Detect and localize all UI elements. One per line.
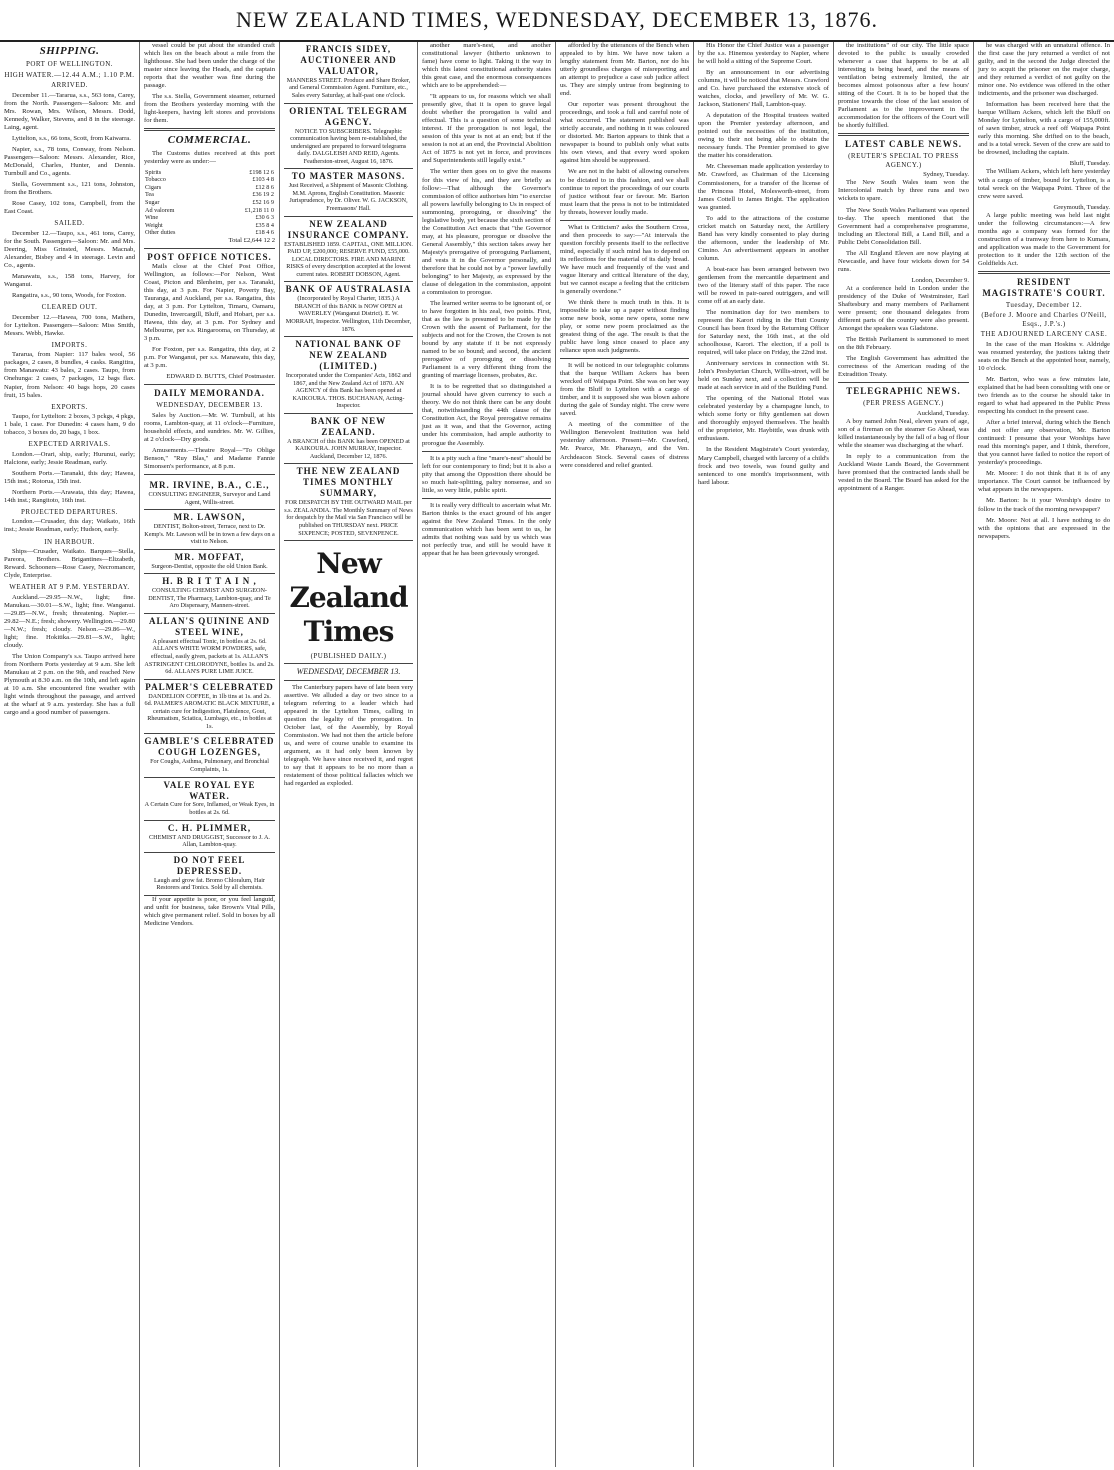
divider [144, 248, 275, 249]
ad-title: NEW ZEALAND INSURANCE COMPANY. [287, 218, 410, 240]
ad-body: CONSULTING CHEMIST AND SURGEON-DENTIST, The Pharmacy, Lambton-quay, and Te Aro Dispensary, Manners-street. [148, 587, 271, 610]
column-1 [0, 42, 140, 1467]
paragraph: The English Government has admitted the correctness of the American reading of the Extradition Treaty. [838, 355, 969, 379]
column-4 [418, 42, 556, 1467]
divider [838, 133, 969, 136]
advertisement [144, 510, 275, 550]
paragraph: We are not in the habit of allowing ourselves to be dictated to in this fashion, and we shall continue to report the proceedings of our courts of justice without fear or favour. Mr. Barton must learn that the press is not to be intimidated by threats, however loudly made. [560, 168, 689, 216]
paragraph: Northern Ports.—Arawata, this day; Hawea, 14th inst.; Rangitoto, 16th inst. [4, 488, 135, 504]
advertisement [284, 414, 413, 465]
ad-title: THE NEW ZEALAND TIMES MONTHLY SUMMARY, [296, 466, 401, 499]
paragraph: His Honor the Chief Justice was a passenger by the s.s. Hinemoa yesterday to Napier, where he will hold a sitting of the Supreme Court. [698, 42, 829, 66]
paragraph: The nomination day for two members to represent the Karori riding in the Hutt County Council has been fixed by the Returning Officer for Saturday next, the 16th inst., at the old schoolhouse, Karori. The election, if a poll is required, will take place on Friday, the 22nd inst. [698, 308, 829, 357]
ad-title: MR. LAWSON, [173, 512, 246, 523]
paragraph: A boy named John Neal, eleven years of age, son of a fireman on the steamer Go Ahead, was killed instantaneously by the fall of a bag of flour while the steamer was discharging at the wharf. [838, 417, 969, 449]
column-2 [140, 42, 280, 1467]
ad-title: GAMBLE'S CELEBRATED COUGH LOZENGES, [144, 736, 275, 758]
paragraph: At a conference held in London under the presidency of the Duke of Westminster, Earl Shaftesbury and many members of Parliament were present; one thousand delegates from different parts of the country were also present. Amongst the speakers was Gladstone. [838, 284, 969, 332]
ad-title: H. B R I T T A I N , [162, 576, 257, 587]
ad-title: NATIONAL BANK OF NEW ZEALAND (LIMITED.) [295, 339, 402, 372]
ad-title: FRANCIS SIDEY, AUCTIONEER AND VALUATOR, [300, 44, 397, 76]
paragraph: The writer then goes on to give the reasons for this view of his, and they are briefly as follow:—That although the Governor's commission of office authorises him "to exercise all powers lawfully belonging to Us in respect of summoning, proroguing, or dissolving" the legislative body, yet because the sixth section of the Constitution Act enacts that "the Governor may, at his pleasure, prorogue or dissolve the General Assembly," this section takes away her Majesty's prerogative of proroguing Parliament, and vests it in the Governor personally, and therefore that he could not by a "power lawfully belonging" to her Majesty, as expressed by the clause of delegation in the commission, appoint a commission to prorogue. [422, 168, 551, 296]
ad-title: PALMER'S CELEBRATED [145, 681, 274, 692]
paragraph: Auckland.—29.95—N.W., light; fine. Manukau.—30.01—S.W., light; fine. Wanganui.—29.85—N.W., fresh; threatening. Napier.—29.82—N.E.; fresh; showery. Wellington.—29.80—N.W.; fresh; cloudy. Nelson.—29.86—W., light; fine. Hokitika.—29.81—S.W., light; cloudy. [4, 593, 135, 649]
customs-item: Weight [145, 221, 163, 229]
telegraphic-heading: TELEGRAPHIC NEWS. [846, 386, 961, 397]
paragraph: Sales by Auction.—Mr. W. Turnbull, at his rooms, Lambton-quay, at 11 o'clock—Furniture, household effects, and sundries. Mr. W. Gillies, at 2 o'clock—Dry goods. [144, 411, 275, 443]
ad-body: Just Received, a Shipment of Masonic Clothing. M.M. Aprons, English Constitution. Masonic Jurisprudence, by Dr. Oliver. W. G. JACKSON, Freemasons' Hall. [288, 182, 409, 212]
paragraph: The Canterbury papers have of late been very assertive. We alluded a day or two since to a telegram referring to a leader which had appeared in the Lyttelton Times, calling in question the legality of the prorogation. In October last, of the Assembly, by Royal Commission. We had not then the article before us, and were of course unable to examine its argument, as it had only been known by telegraph. We have since received it, and regret to say that it appears to be no more than a restatement of those political fallacies which we had regarded as exploded. [284, 683, 413, 788]
column-5 [556, 42, 694, 1467]
ad-body: A pleasant effectual Tonic, in bottles at 2s. 6d. ALLAN'S WHITE WORM POWDERS, safe, effectual, easily given, packets at 1s. ALLAN'S ASTRINGENT CHLORODYNE, bottles 1s. and 2s. 6d. ALLAN'S PURE LIME JUICE. [144, 637, 275, 676]
customs-amount: £36 19 2 [252, 191, 274, 199]
divider [144, 128, 275, 131]
paragraph: We think there is much truth in this. It is impossible to take up a paper without finding some new book, some new opera, some new play, or some new poem proclaimed as the greatest thing of the age. The result is that the public have long since ceased to place any reliance upon such judgments. [560, 298, 689, 355]
ad-body: DANDELION COFFEE, in 1lb tins at 1s. and 2s. 6d. PALMER'S AROMATIC BLACK MIXTURE, a certain cure for Indigestion, Flatulence, Gout, Rheumatism, Sciatica, Lumbago, etc., in bottles at 1s. [144, 692, 275, 730]
ad-title: BANK OF AUSTRALASIA [285, 284, 412, 295]
advertisement [144, 478, 275, 510]
ad-body: NOTICE TO SUBSCRIBERS. Telegraphic communication having been re-established, the undersigned are prepared to forward telegrams daily. DALGLEISH AND REID, Agents. Featherston-street, August 16, 1876. [290, 127, 407, 165]
ad-body: Surgeon-Dentist, opposite the old Union Bank. [151, 562, 268, 570]
paragraph: Mr. Cheeseman made application yesterday to Mr. Crawford, as Chairman of the Licensing Commissioners, for a transfer of the license of the Princess Hotel, Molesworth-street, from James Cottell to James Bright. The application was granted. [698, 163, 829, 211]
weather-heading: WEATHER AT 9 P.M. YESTERDAY. [9, 583, 130, 592]
advertisement [144, 853, 275, 896]
paragraph: It is to be regretted that so distinguished a journal should have given currency to such a theory. We do not think there can be any doubt that, notwithstanding the 44th clause of the Constitution Act, the Royal prerogative remains just as it was, and that the Governor, acting under his commission, had ample authority to prorogue the Assembly. [422, 383, 551, 447]
divider [144, 474, 275, 475]
paragraph: In the case of the man Hoskins v. Aldridge was resumed yesterday, the justices taking their seats on the Bench at the appointed hour, namely, 10 o'clock. [978, 340, 1110, 372]
advertisement [284, 337, 413, 414]
customs-row [144, 207, 275, 215]
paragraph: Mr. Barton: Is it your Worship's desire to follow in the track of the morning newspaper? [978, 497, 1110, 513]
advertisement [284, 217, 413, 283]
paragraph: The learned writer seems to be ignorant of, or to have forgotten in his zeal, two points. First, that as the law is presumed to be made by the Crown with the assent of Parliament, for the subjects and not for the Crown, the Crown is not bound by any statute if it be not expressly named to be so bound; and second, the ancient prerogative of proroguing or dissolving Parliament is a very different thing from the granting of marriage licenses, probates, &c. [422, 299, 551, 380]
divider [978, 271, 1110, 274]
rm-court-date: Tuesday, December 12. [1005, 300, 1083, 309]
ad-title: BANK OF NEW ZEALAND. [310, 415, 387, 437]
customs-amount: £35 8 4 [255, 221, 274, 229]
divider [560, 220, 689, 221]
paragraph: If your appetite is poor, or you feel languid, and unfit for business, take Brown's Vital Pills, which give permanent relief. Sold in boxes by all Medicine Vendors. [144, 895, 275, 927]
memoranda-heading: DAILY MEMORANDA. [154, 388, 265, 399]
paragraph: The All England Eleven are now playing at Newcastle, and have four wickets down for 54 runs. [838, 249, 969, 273]
customs-amount: £198 12 6 [249, 168, 274, 176]
auckland-dateline: Auckland, Tuesday. [916, 409, 969, 417]
projected-heading: PROJECTED DEPARTURES. [21, 507, 118, 516]
greymouth-dateline: Greymouth, Tuesday. [1053, 203, 1110, 211]
paragraph: Taupo, for Lyttelton: 2 boxes, 3 pckgs, 4 pkgs, 1 bale, 1 case. For Dunedin: 4 cases ham, 9 do tobacco, 3 boxes do, 20 bags, 1 box. [4, 413, 135, 437]
ad-body: A Certain Cure for Sore, Inflamed, or Weak Eyes, in bottles at 2s. 6d. [144, 801, 275, 817]
masthead-title: NEW ZEALAND TIMES, WEDNESDAY, DECEMBER 13, 1876. [235, 7, 878, 32]
ad-body: (Incorporated by Royal Charter, 1835.) A BRANCH of this BANK is NOW OPEN at WAVERLEY (Wanganui District). E. W. MORRAH, Inspector. Wellington, 11th December, 1876. [285, 295, 412, 333]
ad-title: MR. MOFFAT, [174, 551, 245, 562]
customs-row [144, 229, 275, 237]
customs-row [144, 214, 275, 222]
ad-title: ORIENTAL TELEGRAM AGENCY. [289, 105, 408, 127]
imports-heading: IMPORTS. [51, 340, 88, 349]
advertisements [284, 42, 413, 541]
paragraph: Mails close at the Chief Post Office, Wellington, as follows:—For Nelson, West Coast, Picton and Blenheim, per s.s. Taranaki, this day, at 3 p.m. For Napier, Poverty Bay, Tauranga, and Auckland, per s.s. Rangatira, this day, at 3 p.m. For Lyttelton, Timaru, Oamaru, Dunedin, Invercargill, Bluff, and Hobart, per s.s. Hawea, this day, at 3 p.m. For Sydney and Melbourne, per s.s. Ringarooma, on Thursday, at 3 p.m. [144, 262, 275, 343]
cable-dateline: Sydney, Tuesday. [923, 171, 969, 179]
paragraph: Mr. Moore: I do not think that it is of any importance. The Court cannot be influenced by what appears in the newspapers. [978, 470, 1110, 494]
paragraph: A meeting of the committee of the Wellington Benevolent Institution was held yesterday afternoon. Present—Mr. Crawford, Mr. Pearce, Mr. Pharazyn, and the Ven. Archdeacon Stock. Several cases of distress were considered and relief granted. [560, 421, 689, 469]
column-3 [280, 42, 418, 1467]
ad-body: ESTABLISHED 1859. CAPITAL, ONE MILLION. PAID UP, £200,000; RESERVE FUND, £55,000. LOCAL DIRECTORS. FIRE AND MARINE RISKS of every description accepted at the lowest current rates. ROBERT DOBSON, Agent. [284, 240, 413, 278]
paragraph: London.—Orari, ship, early; Hurunui, early; Halcione, early; Jessie Readman, early. [4, 450, 135, 466]
advertisement [144, 734, 275, 777]
newspaper-columns [0, 42, 1114, 1467]
paragraph: afforded by the utterances of the Bench when appealed to by him. We have now taken a lengthy statement from Mr. Barton, nor do his utterly groundless charges of misreporting and an attempt to prejudice a case sub judice affect us. They are simply untrue from beginning to end. [560, 42, 689, 98]
paragraph: Information has been received here that the barque William Ackers, which left the Bluff on Monday for Lyttelton, with a cargo of 155,000ft. of sawn timber, struck a reef off Waipapa Point early this morning. She drifted on to the beach, and is a total wreck. Seven of the crew are said to be drowned, including the captain. [978, 101, 1110, 157]
paragraph: he was charged with an unnatural offence. In the first case the jury returned a verdict of not guilty, and in the second the Judge directed the jury to acquit the prisoner on the major charge, and they returned a verdict of not guilty on the minor one. No evidence was offered in the other indictments, and the prisoner was discharged. [978, 42, 1110, 98]
advertisement [144, 821, 275, 853]
paragraph: Ships—Crusader, Waikato. Barques—Stella, Pareora, Brothers. Brigantines—Elizabeth, Reward. Schooners—Rose Casey, Necromancer, Clyde, Enterprise. [4, 548, 135, 580]
customs-row [144, 191, 275, 199]
paragraph: The New South Wales Parliament was opened to-day. The speech mentioned that the Government had a comprehensive programme, including an Electoral Bill, a Land Bill, and a Public Debt Consolidation Bill. [838, 206, 969, 246]
customs-item: Tea [145, 191, 154, 199]
postmaster-signature: EDWARD D. BUTTS, Chief Postmaster. [166, 373, 275, 381]
paragraph: Amusements.—Theatre Royal—"To Oblige Benson," "Ruy Blas," and Madame Fannie Simonsen's performance, at 8 p.m. [144, 446, 275, 470]
harbour-heading: IN HARBOUR. [44, 537, 95, 546]
rm-court-before: (Before J. Moore and Charles O'Neill, Esqs., J.P.'s.) [981, 311, 1107, 328]
ad-title: C. H. PLIMMER, [167, 822, 252, 833]
sailed-heading: SAILED. [54, 219, 85, 228]
rm-court-subheading: THE ADJOURNED LARCENY CASE. [980, 330, 1108, 339]
divider [284, 663, 413, 664]
paragraph: Napier, s.s., 78 tons, Conway, from Nelson. Passengers—Saloon: Messrs. Alexander, Rice, McDonald, Charles, Hunter, and Dennis. Turnbull and Co., agents. [4, 146, 135, 178]
column-8 [974, 42, 1114, 1467]
paragraph: By an announcement in our advertising columns, it will be noticed that Messrs. Crawford and Co. have purchased the extensive stock of watches, clocks, and jewellery of Mr. W. G. Jackson, Stationers' Hall, Lambton-quay. [698, 69, 829, 109]
divider [838, 382, 969, 383]
paragraph: Our reporter was present throughout the proceedings, and took a full and careful note of what occurred. The statement published was strictly accurate, and nothing in it was coloured or distorted. Mr. Barton appears to think that a newspaper is bound to publish only what suits his own views, and that every word spoken against him should be suppressed. [560, 101, 689, 165]
customs-item: Wine [145, 214, 159, 222]
paragraph: A deputation of the Hospital trustees waited upon the Premier yesterday afternoon, and pointed out the necessities of the institution, owing to their not being able to obtain the necessary funds. The Premier promised to give the matter his consideration. [698, 112, 829, 160]
paragraph: The Union Company's s.s. Taupo arrived here from Northern Ports yesterday at 9 a.m. She left Manukau at 2 p.m. on the 9th, and reached New Plymouth at 8.30 a.m. on the 10th, and left again at 10 a.m. She encountered fine weather with light winds throughout the passage, and arrived at the wharf at 9 a.m. yesterday. She has a full cargo and a good number of passengers. [4, 652, 135, 717]
customs-item: Sugar [145, 199, 160, 207]
memoranda-date: WEDNESDAY, DECEMBER 13. [156, 401, 263, 410]
customs-item: Other duties [145, 229, 176, 237]
paragraph: Rose Casey, 102 tons, Campbell, from the East Coast. [4, 200, 135, 216]
ad-title: TO MASTER MASONS. [291, 171, 406, 182]
ad-body: DENTIST, Bolton-street, Terrace, next to Dr. Kemp's. Mr. Lawson will be in town a few days on a visit to Nelson. [144, 523, 275, 546]
paragraph: The Customs duties received at this port yesterday were as under:— [144, 149, 275, 165]
advertisement [144, 680, 275, 735]
paragraph: December 12.—Hawea, 700 tons, Mathers, for Lyttelton. Passengers—Saloon: Miss Smith, Messrs. Webb, Hawke. [4, 313, 135, 337]
advertisement [144, 574, 275, 614]
ad-body: FOR DESPATCH BY THE OUTWARD MAIL per s.s. ZEALANDIA. The Monthly Summary of News for despatch by the Mail via San Francisco will be published on THURSDAY next. PRICE SIXPENCE; POSTED, SEVENPENCE. [284, 499, 413, 537]
advertisements [144, 478, 275, 896]
customs-amount: £103 4 8 [252, 176, 274, 184]
ad-title: MR. IRVINE, B.A., C.E., [149, 480, 270, 490]
paragraph: Mr. Barton, who was a few minutes late, explained that he had been consulting with one or two friends as to the course he should take in regard to what had appeared in the Public Press respecting his conduct in the present case. [978, 376, 1110, 416]
paragraph: The New South Wales team won the Intercolonial match by three runs and two wickets to spare. [838, 179, 969, 203]
customs-amount: £18 4 6 [255, 229, 274, 237]
commercial-heading: COMMERCIAL. [167, 134, 252, 147]
paper-title: New Zealand Times [289, 547, 408, 649]
paragraph: The William Ackers, which left here yesterday with a cargo of timber, bound for Lyttelton, is a total wreck on the Waipapa Point. Three of the crew were saved. [978, 168, 1110, 200]
advertisement [144, 550, 275, 575]
customs-amount: £12 8 6 [255, 183, 274, 191]
ad-title: ALLAN'S QUININE AND STEEL WINE, [148, 615, 271, 637]
cleared-heading: CLEARED OUT. [41, 303, 98, 312]
customs-row [144, 222, 275, 230]
divider [284, 680, 413, 681]
expected-heading: EXPECTED ARRIVALS. [28, 440, 111, 449]
editorial-date: WEDNESDAY, DECEMBER 13. [296, 667, 401, 677]
paragraph: In reply to a communication from the Auckland Waste Lands Board, the Government have promised that the contracted lands shall be vested in the Board. The Board has asked for the appointment of a Ranger. [838, 452, 969, 492]
customs-row [144, 199, 275, 207]
customs-amount: £30 6 3 [255, 214, 274, 222]
port-title: PORT OF WELLINGTON. [25, 60, 114, 69]
cable-subheading: (REUTER'S SPECIAL TO PRESS AGENCY.) [848, 152, 959, 169]
ad-body: CONSULTING ENGINEER, Surveyor and Land Agent, Willis-street. [148, 490, 271, 506]
customs-row [144, 176, 275, 184]
paragraph: Stella, Government s.s., 121 tons, Johnston, from the Brothers. [4, 181, 135, 197]
column-6 [694, 42, 834, 1467]
high-water: HIGH WATER.—12.44 A.M.; 1.10 P.M. [4, 70, 135, 79]
paragraph: The s.s. Stella, Government steamer, returned from the Brothers yesterday morning with the light-keepers, having left stores and provisions for them. [144, 93, 275, 125]
advertisement [144, 778, 275, 821]
customs-amount: £52 16 9 [252, 199, 274, 207]
post-office-heading: POST OFFICE NOTICES. [147, 251, 272, 262]
paragraph: "It appears to us, for reasons which we shall presently give, that it is open to grave legal doubt whether the prorogation is valid and effectual. This is a question of some technical interest. If the prorogation is not legal, the session of this year is not at an end; but if the session is not at an end, the Provincial Abolition Act of 1875 is not yet in force, and provinces and Superintendents still legally exist." [422, 93, 551, 165]
advertisement [284, 464, 413, 541]
paragraph: A large public meeting was held last night under the following circumstances:—A few months ago a company was formed for the construction of a tramway from here to Kumara, and application was made to the Government for protection to it under the 12th section of the Goldfields Act. [978, 211, 1110, 267]
column-7 [834, 42, 974, 1467]
paragraph: London.—Crusader, this day; Waikato, 16th inst.; Jessie Readman, early; Hudson, early. [4, 518, 135, 534]
paragraph: Rangatira, s.s., 90 tons, Woods, for Foxton. [12, 292, 127, 300]
paragraph: In the Resident Magistrate's Court yesterday, Mary Campbell, charged with larceny of a child's frock and two towels, was found guilty and sentenced to one month's imprisonment, with hard labour. [698, 446, 829, 486]
paragraph: It is really very difficult to ascertain what Mr. Barton thinks is the exact ground of his anger against the New Zealand Times. In the only communication which has been sent to us, he admits that nothing was said by us which was not perfectly true, and still he would have it appear that he has been grievously wronged. [422, 501, 551, 557]
paragraph: vessel could be put about the stranded craft which lies on the beach about a mile from the lighthouse. She had been under the charge of the master since leaving the Heads, and the captain reports that the weather was fine during the passage. [144, 42, 275, 90]
paragraph: The British Parliament is summoned to meet on the 8th February. [838, 335, 969, 351]
paragraph: After a brief interval, during which the Bench did not offer any observation, Mr. Barton continued: I presume that your Worships have read this morning's paper, and I think, therefore, that you cannot have failed to notice the report of yesterday's proceedings. [978, 419, 1110, 467]
advertisement [284, 169, 413, 216]
paragraph: For Foxton, per s.s. Rangatira, this day, at 2 p.m. For Wanganui, per s.s. Manawatu, this day, at 3 p.m. [144, 346, 275, 370]
customs-item: Cigars [145, 183, 162, 191]
advertisement [284, 104, 413, 170]
cable-heading: LATEST CABLE NEWS. [845, 139, 962, 150]
exports-heading: EXPORTS. [51, 402, 88, 411]
customs-row [144, 184, 275, 192]
customs-amount: £1,218 11 0 [244, 206, 274, 214]
advertisement [284, 42, 413, 104]
ad-title: VALE ROYAL EYE WATER. [163, 779, 256, 801]
ad-body: A BRANCH of this BANK has been OPENED at KAIKOURA. JOHN MURRAY, Inspector. Auckland, December 12, 1876. [287, 437, 410, 460]
ad-body: For Coughs, Asthma, Pulmonary, and Bronchial Complaints, 1s. [150, 758, 269, 773]
ad-title: DO NOT FEEL DEPRESSED. [173, 854, 246, 876]
customs-item: Spirits [145, 168, 162, 176]
paragraph: Tararua, from Napier: 117 bales wool, 56 packages, 2 cases, 8 bundles, 4 casks. Rangitira, from Manawatu: 43 bales, 2 cases. Taupo, from Onehunga: 2 cases, 7 packages, 12 bags flax. Napier, from Nelson: 40 bags hops, 20 cases fruit, 15 bales. [4, 351, 135, 399]
london-dateline: London, December 9. [911, 276, 969, 284]
customs-item: Ad valorem [145, 206, 175, 214]
published-daily: (PUBLISHED DAILY.) [310, 651, 387, 660]
advertisement [144, 614, 275, 680]
divider [560, 358, 689, 359]
customs-row [144, 169, 275, 177]
paragraph: Anniversary services in connection with St. John's Presbyterian Church, Willis-street, will be held on Sunday next, and a collection will be made at each service in aid of the Building Fund. [698, 360, 829, 392]
paragraph: December 12.—Taupo, s.s., 461 tons, Carey, for the South. Passengers—Saloon: Mr. and Mrs. Deering, Miss Grinsted, Messrs. Macnab, Alexander, Bisbey and 4 in steerage. Levin and Co., agents. [4, 229, 135, 270]
customs-table [144, 169, 275, 237]
paragraph: the institutions" of our city. The little space devoted to the public is usually crowded whenever a case that happens to be at all interesting is being heard, and the means of ventilation being extremely limited, the air becomes almost poisonous after a few hours' sitting of the Court. It is to be hoped that the promise towards the close of the last session of Parliament as to the improvement in the accommodation for the officers of the Court will be shortly fulfilled. [838, 42, 969, 130]
rm-court-heading: RESIDENT MAGISTRATE'S COURT. [982, 276, 1106, 298]
paragraph: Mr. Moore: Not at all. I have nothing to do with the opinions that are expressed in the newspapers. [978, 516, 1110, 540]
paragraph: December 11.—Tararua, s.s., 563 tons, Carey, from the North. Passengers—Saloon: Mr. and Mrs. Rowan, Mrs. Wilson, Messrs. Dodd, Kennedy, Walker, Stevens, and 8 in the steerage. Laing, agent. [4, 92, 135, 132]
paragraph: What is Criticism? asks the Southern Cross, and then proceeds to say:—"At intervals the question forcibly presents itself to the reflective mind, especially if such mind has to depend on its reflections for the material of its daily bread. We have much and frequently of the vast and vague literary and critical literature of the day, but we cannot escape a feeling that the criticism is generally overdone." [560, 223, 689, 295]
customs-total: Total £2,644 12 2 [228, 236, 275, 244]
divider [422, 451, 551, 452]
paragraph: Manawatu, s.s., 158 tons, Harvey, for Wanganui. [4, 273, 135, 289]
ad-body: CHEMIST AND DRUGGIST, Successor to J. A. Allan, Lambton-quay. [149, 833, 270, 849]
paragraph: Lyttelton, s.s., 66 tons, Scott, from Kaiwarra. [12, 135, 131, 143]
masthead [0, 0, 1114, 42]
paragraph: another mare's-nest, and another constitutional lawyer (hitherto unknown to fame) have come to light. Taking it the way in which this latest constitutional authority states this great case, and the enormous consequences which are to be apprehended:— [422, 42, 551, 90]
paragraph: It is a pity such a fine "mare's-nest" should be left for our contemporary to find; but it is also a pity that among the Opposition there should be so much hair-splitting, paltry nonsense, and so little, so very little, public spirit. [422, 454, 551, 494]
divider [422, 498, 551, 499]
customs-item: Tobacco [145, 176, 166, 184]
bluff-dateline: Bluff, Tuesday. [1069, 160, 1110, 168]
shipping-heading: SHIPPING. [39, 45, 100, 57]
arrived-heading: ARRIVED. [51, 81, 88, 90]
paragraph: It will be noticed in our telegraphic columns that the barque William Ackers has been wrecked off Waipapa Point. She was on her way from the Bluff to Lyttelton with a cargo of timber, and it is supposed she was blown ashore during the gale of Sunday night. The crew were saved. [560, 362, 689, 418]
paragraph: Southern Ports.—Taranaki, this day; Hawea, 15th inst.; Rotorua, 15th inst. [4, 469, 135, 485]
paragraph: The opening of the National Hotel was celebrated yesterday by a champagne lunch, to which some forty or fifty gentlemen sat down and thoroughly enjoyed themselves. The health of the proprietor, Mr. Haybittle, was drunk with enthusiasm. [698, 395, 829, 443]
paragraph: To add to the attractions of the costume cricket match on Saturday next, the Artillery Band has very kindly consented to play during the afternoon, under the leadership of Mr. Cimino. An advertisement appears in another column. [698, 214, 829, 262]
telegraphic-subheading: (PER PRESS AGENCY.) [863, 399, 944, 408]
paragraph: A boat-race has been arranged between two gentlemen from the mercantile department and two of the literary staff of this paper. The race will be rowed in pair-oared outriggers, and will come off at an early date. [698, 265, 829, 305]
ad-body: MANNERS STREET. Produce and Share Broker, and General Commission Agent. Furniture, etc., Sales every Saturday, at half-past one o'clock. [286, 76, 411, 100]
advertisement [284, 282, 413, 337]
ad-body: Incorporated under the Companies' Acts, 1862 and 1867, and the New Zealand Act of 1870. AN AGENCY of this Bank has been opened at KAIKOURA. THOS. BUCHANAN, Acting-Inspector. [285, 372, 412, 410]
ad-body: Laugh and grow fat. Bromo Chloralum, Hair Restorers and Tonics. Sold by all chemists. [153, 876, 265, 892]
divider [144, 384, 275, 385]
